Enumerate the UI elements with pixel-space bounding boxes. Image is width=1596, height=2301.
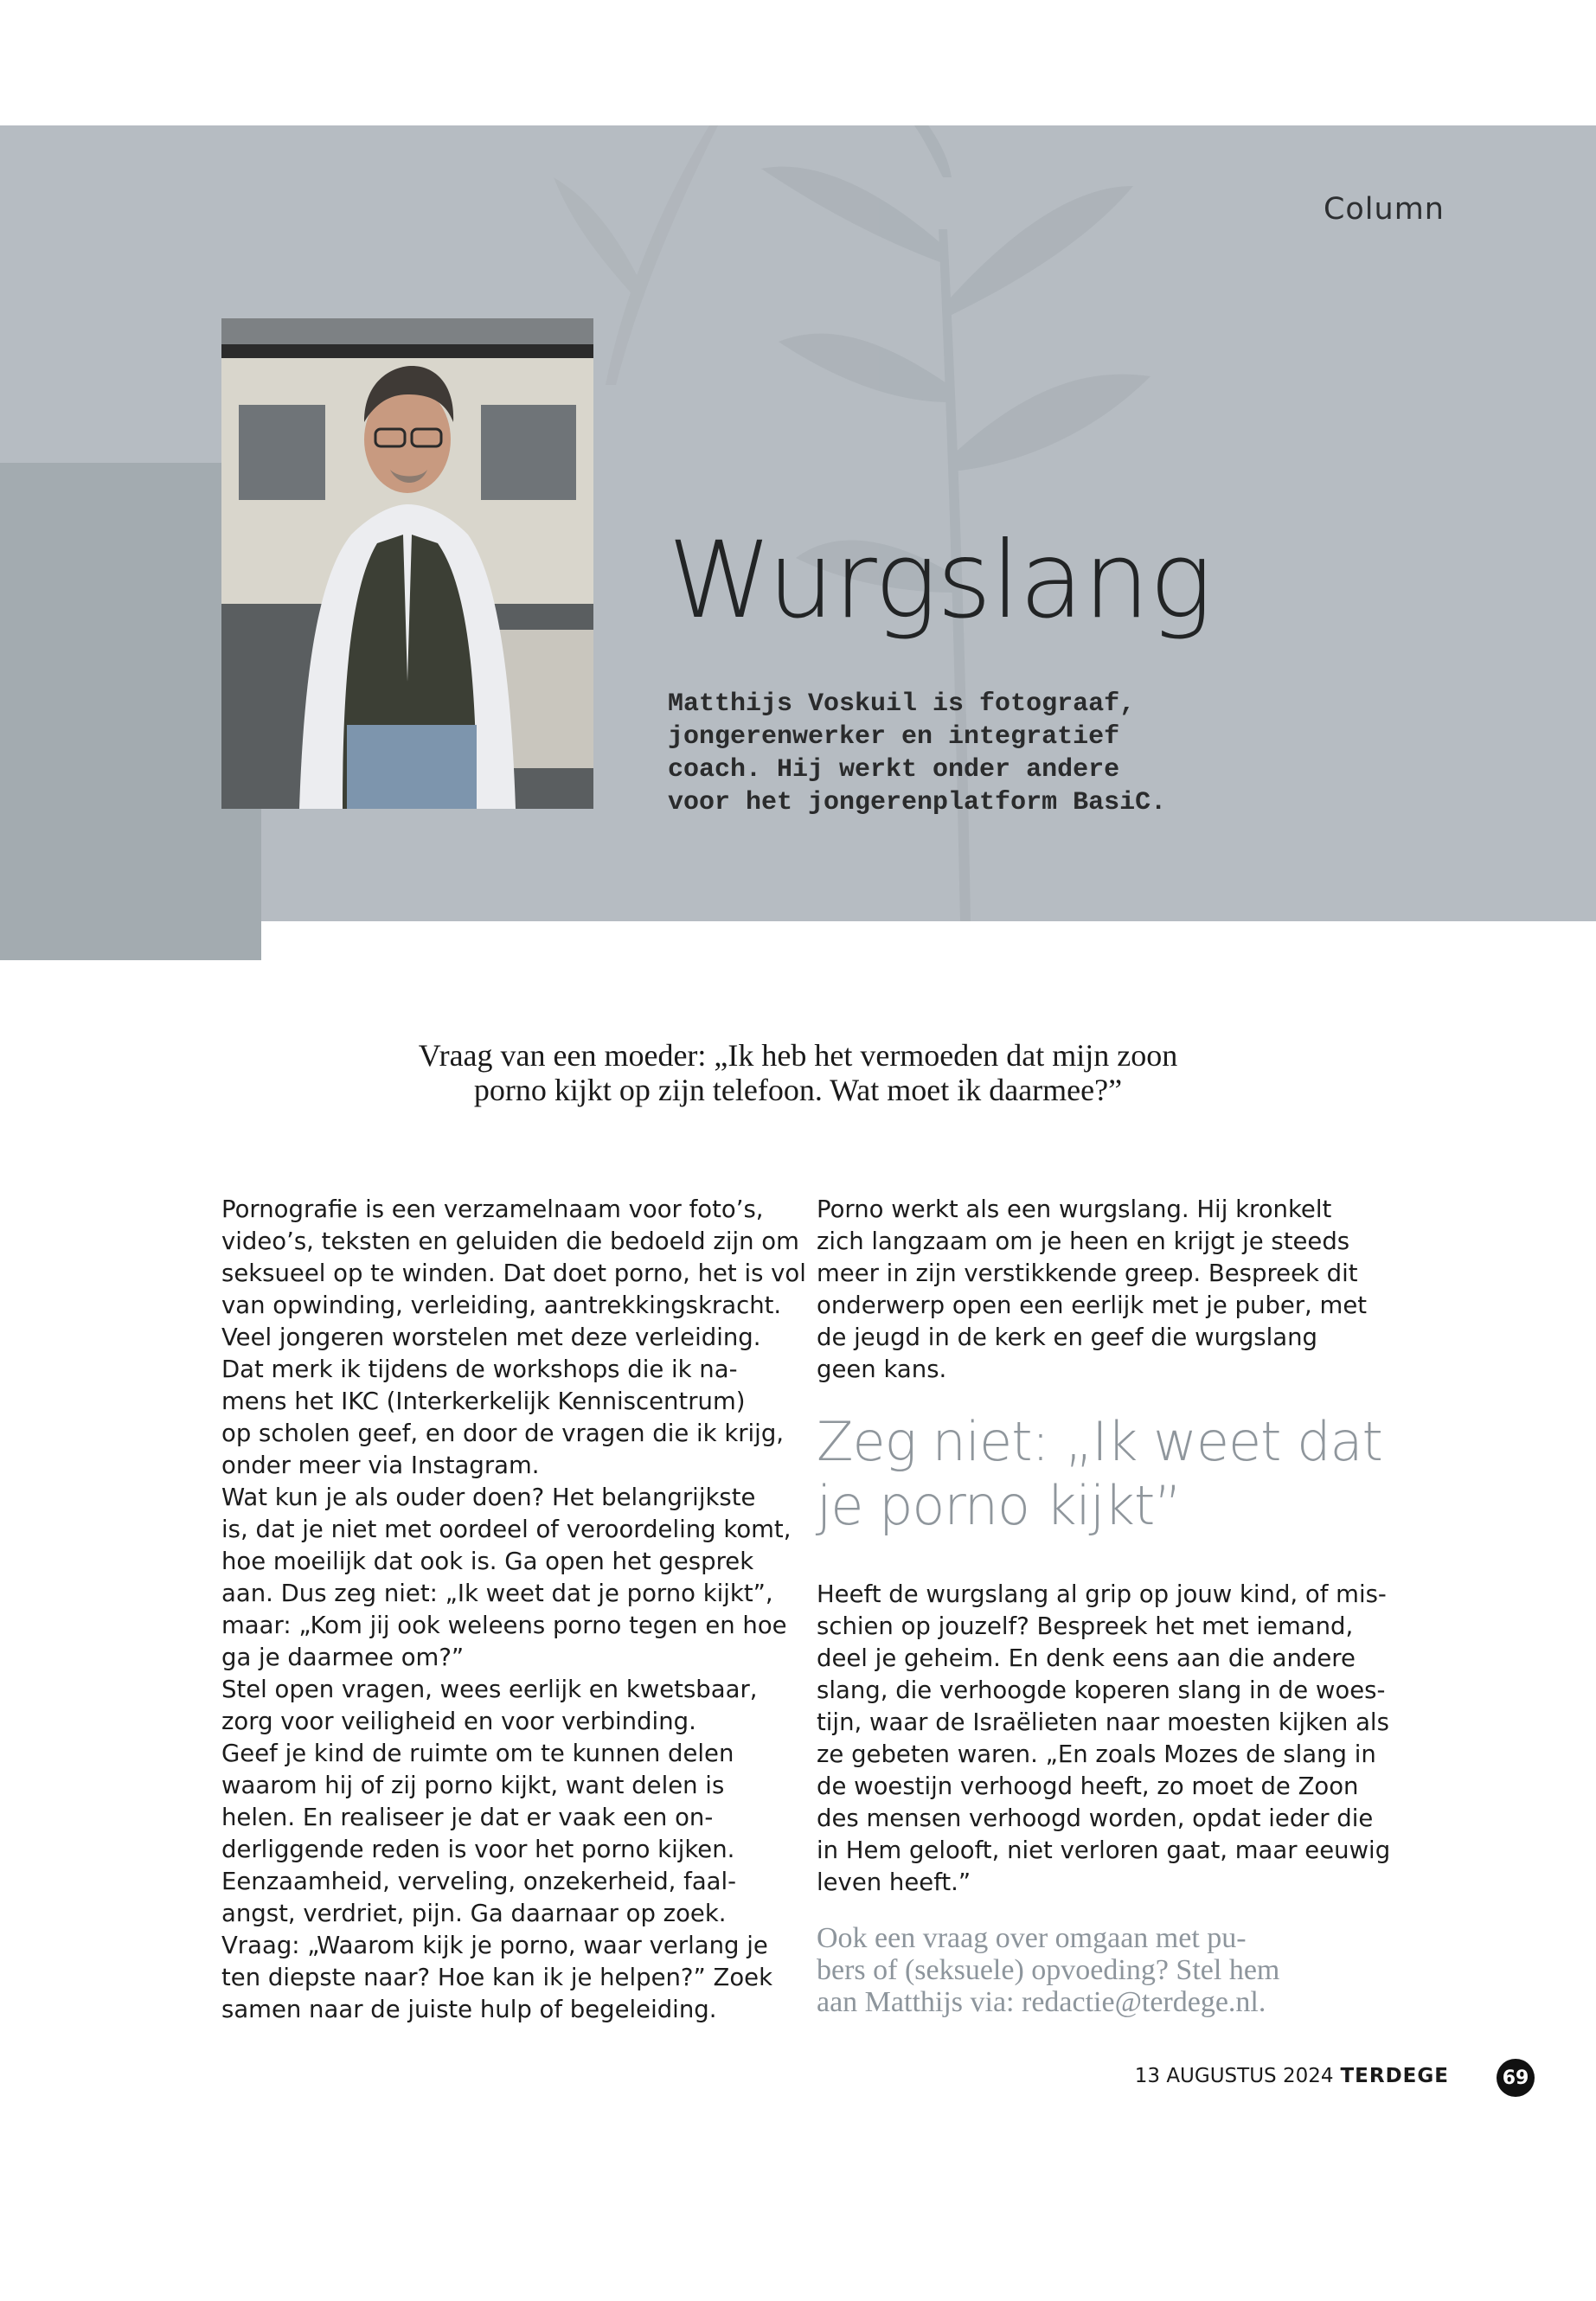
page-footer bbox=[1135, 2065, 1449, 2087]
magazine-brand: TERDEGE bbox=[1340, 2065, 1449, 2087]
author-photo bbox=[221, 318, 593, 809]
body-right-column-bottom: Heeft de wurgslang al grip op jouw kind, of mis- schien op jouzelf? Bespreek het met iemand, deel je geheim. En denk eens aan die andere slang, die verhoogde koperen slang in de woes- tijn, waar de Israëlieten naar moesten kijken als ze gebeten waren. „En zoals Mozes de slang in de woestijn verhoogd heeft, zo moet de Zoon des mensen verhoogd worden, opdat ieder die in Hem gelooft, niet verloren gaat, maar eeuwig leven heeft.” bbox=[817, 1580, 1391, 1896]
call-to-action: Ook een vraag over omgaan met pu- bers of (seksuele) opvoeding? Stel hem aan Matthijs via: redactie@terdege.nl. bbox=[817, 1922, 1280, 2018]
article-title: Wurgslang bbox=[668, 519, 1212, 642]
section-label: Column bbox=[1323, 192, 1445, 227]
subheading: Zeg niet: „Ik weet dat je porno kijkt” bbox=[817, 1410, 1382, 1537]
author-bio: Matthijs Voskuil is fotograaf, jongerenwerker en integratief coach. Hij werkt onder andere voor het jongerenplatform BasiC. bbox=[668, 689, 1167, 817]
body-right-column-top: Porno werkt als een wurgslang. Hij kronkelt zich langzaam om je heen en krijgt je steeds meer in zijn verstikkende greep. Bespreek dit onderwerp open een eerlijk met je puber, met de jeugd in de kerk en geef die wurgslang geen kans. bbox=[817, 1195, 1368, 1383]
issue-date: 13 AUGUSTUS 2024 bbox=[1134, 2065, 1334, 2087]
intro-question: Vraag van een moeder: „Ik heb het vermoeden dat mijn zoon porno kijkt op zijn telefoon. Wat moet ik daarmee?” bbox=[418, 1038, 1178, 1107]
body-left-column: Pornografie is een verzamelnaam voor foto’s, video’s, teksten en geluiden die bedoeld zijn om seksueel op te winden. Dat doet porno, het is vol van opwinding, verleiding, aantrekkingskracht. Veel jongeren worstelen met deze verleiding. Dat merk ik tijdens de workshops die ik na- mens het IKC (Interkerkelijk Kenniscentrum) op scholen geef, en door de vragen die ik krijg, onder meer via Instagram. Wat kun je als ouder doen? Het belangrijkste is, dat je niet met oordeel of veroordeling komt, hoe moeilijk dat ook is. Ga open het gesprek aan. Dus zeg niet: „Ik weet dat je porno kijkt”, maar: „Kom jij ook weleens porno tegen en hoe ga je daarmee om?” Stel open vragen, wees eerlijk en kwetsbaar, zorg voor veiligheid en voor verbinding. Geef je kind de ruimte om te kunnen delen waarom hij of zij porno kijkt, want delen is helen. En realiseer je dat er vaak een on- derliggende reden is voor het porno kijken. Eenzaamheid, verveling, onzekerheid, faal- angst, verdriet, pijn. Ga daarnaar op zoek. Vraag: „Waarom kijk je porno, waar verlang je ten diepste naar? Hoe kan ik je helpen?” Zoek samen naar de juiste hulp of begeleiding. bbox=[221, 1195, 806, 2023]
page-number: 69 bbox=[1497, 2059, 1535, 2097]
